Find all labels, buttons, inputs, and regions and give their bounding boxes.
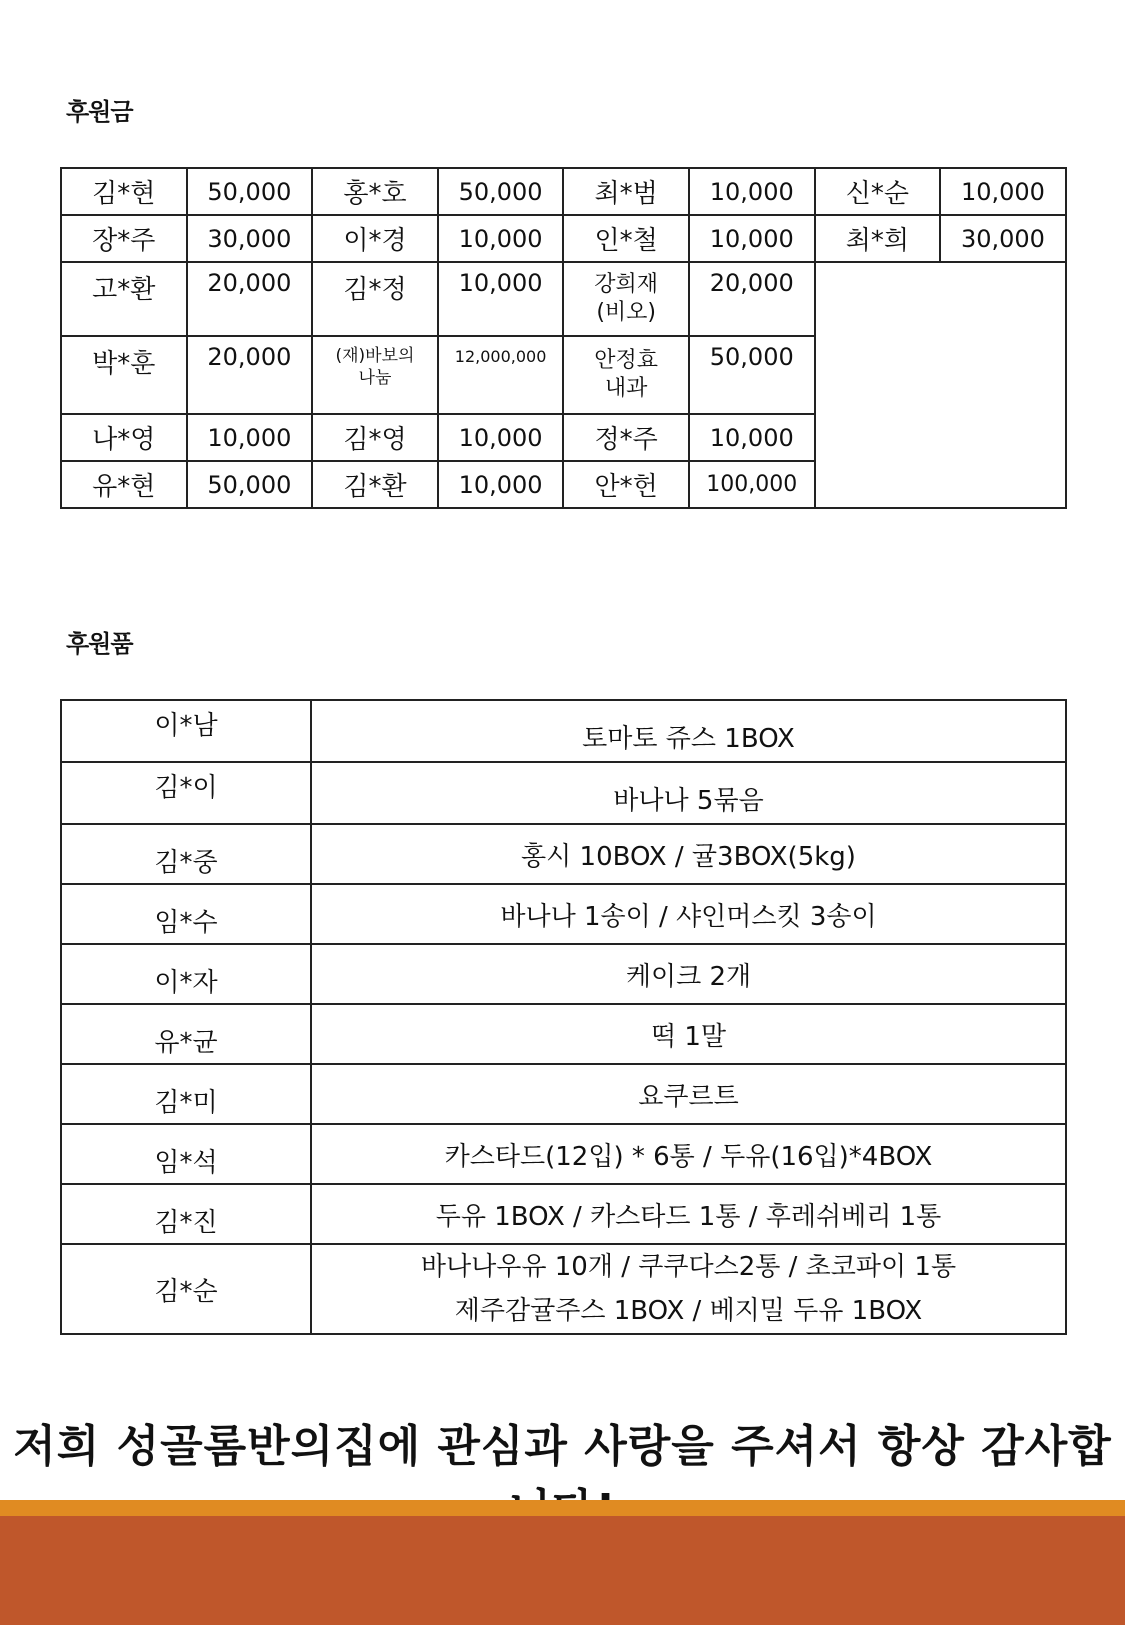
donation-amount: 30,000 <box>187 215 313 262</box>
table-row <box>61 262 1066 336</box>
donation-amount: 12,000,000 <box>438 336 564 414</box>
donor-name: 김*중 <box>61 824 311 884</box>
table-row <box>61 1064 1066 1124</box>
donor-name: 김*미 <box>61 1064 311 1124</box>
table-row <box>61 1184 1066 1244</box>
donation-amount: 10,000 <box>689 168 815 215</box>
donation-amount: 10,000 <box>187 414 313 461</box>
donor-name: 최*희 <box>815 215 941 262</box>
donation-amount: 10,000 <box>940 168 1066 215</box>
donor-name: 안*헌 <box>563 461 689 508</box>
donor-name: 인*철 <box>563 215 689 262</box>
donor-name: 나*영 <box>61 414 187 461</box>
donor-name: 최*범 <box>563 168 689 215</box>
donor-name: 박*훈 <box>61 336 187 414</box>
donor-name: 이*자 <box>61 944 311 1004</box>
donation-amount: 50,000 <box>689 336 815 414</box>
donor-name: 김*이 <box>61 762 311 824</box>
donor-name: 김*정 <box>312 262 438 336</box>
donations-title: 후원금 <box>66 98 133 126</box>
donation-amount: 50,000 <box>187 461 313 508</box>
donor-name: 유*현 <box>61 461 187 508</box>
donated-item: 홍시 10BOX / 귤3BOX(5kg) <box>311 824 1066 884</box>
thank-you-message: 저희 성골롬반의집에 관심과 사랑을 주셔서 항상 감사합 <box>13 1421 1112 1472</box>
donated-item: 두유 1BOX / 카스타드 1통 / 후레쉬베리 1통 <box>311 1184 1066 1244</box>
donated-item: 토마토 쥬스 1BOX <box>311 700 1066 762</box>
donated-item: 바나나 1송이 / 샤인머스킷 3송이 <box>311 884 1066 944</box>
donor-name <box>563 336 689 414</box>
donation-amount: 20,000 <box>689 262 815 336</box>
donated-item: 떡 1말 <box>311 1004 1066 1064</box>
table-row <box>61 1244 1066 1334</box>
goods-title: 후원품 <box>66 630 133 658</box>
donor-name: 장*주 <box>61 215 187 262</box>
donation-amount: 10,000 <box>438 414 564 461</box>
table-row <box>61 884 1066 944</box>
donation-amount: 50,000 <box>438 168 564 215</box>
footer-band-brown <box>0 1516 1125 1625</box>
donated-item-line: 바나나우유 10개 / 쿠쿠다스2통 / 초코파이 1통 <box>420 1252 957 1282</box>
footer-band-orange <box>0 1500 1125 1516</box>
donation-amount: 10,000 <box>438 262 564 336</box>
donor-name: 김*환 <box>312 461 438 508</box>
donor-name: 고*환 <box>61 262 187 336</box>
donation-amount: 10,000 <box>438 461 564 508</box>
donor-name: 이*남 <box>61 700 311 762</box>
donor-name <box>312 336 438 414</box>
donation-amount: 50,000 <box>187 168 313 215</box>
donated-item: 바나나 5묶음 <box>311 762 1066 824</box>
donation-amount: 10,000 <box>438 215 564 262</box>
empty-cell <box>815 262 1066 508</box>
table-row <box>61 168 1066 215</box>
donation-amount: 20,000 <box>187 336 313 414</box>
donor-name-line: (재)바보의 <box>335 346 415 366</box>
donor-name-line: 나눔 <box>358 368 392 388</box>
table-row <box>61 700 1066 762</box>
donor-name-line: 강희재 <box>594 272 659 297</box>
donation-amount: 10,000 <box>689 215 815 262</box>
goods-table <box>60 699 1067 1335</box>
table-row <box>61 215 1066 262</box>
donor-name: 홍*호 <box>312 168 438 215</box>
donation-table <box>60 167 1067 509</box>
donor-name: 임*수 <box>61 884 311 944</box>
donor-name: 유*균 <box>61 1004 311 1064</box>
table-row <box>61 762 1066 824</box>
donated-item: 카스타드(12입) * 6통 / 두유(16입)*4BOX <box>311 1124 1066 1184</box>
donated-item <box>311 1244 1066 1334</box>
donor-name-line: (비오) <box>596 300 656 325</box>
donor-name: 김*진 <box>61 1184 311 1244</box>
table-row <box>61 1004 1066 1064</box>
donated-item: 요쿠르트 <box>311 1064 1066 1124</box>
donor-name-line: 내과 <box>604 376 648 401</box>
table-row <box>61 1124 1066 1184</box>
donation-amount: 10,000 <box>689 414 815 461</box>
donor-name: 김*영 <box>312 414 438 461</box>
donor-name: 김*현 <box>61 168 187 215</box>
donation-amount: 100,000 <box>689 461 815 508</box>
donor-name: 이*경 <box>312 215 438 262</box>
donor-name: 신*순 <box>815 168 941 215</box>
donor-name: 김*순 <box>61 1244 311 1334</box>
donated-item-line: 제주감귤주스 1BOX / 베지밀 두유 1BOX <box>454 1296 923 1326</box>
donor-name <box>563 262 689 336</box>
donation-amount: 20,000 <box>187 262 313 336</box>
table-row <box>61 944 1066 1004</box>
donated-item: 케이크 2개 <box>311 944 1066 1004</box>
donor-name-line: 안정효 <box>594 348 659 373</box>
donor-name: 임*석 <box>61 1124 311 1184</box>
donor-name: 정*주 <box>563 414 689 461</box>
donation-amount: 30,000 <box>940 215 1066 262</box>
table-row <box>61 824 1066 884</box>
